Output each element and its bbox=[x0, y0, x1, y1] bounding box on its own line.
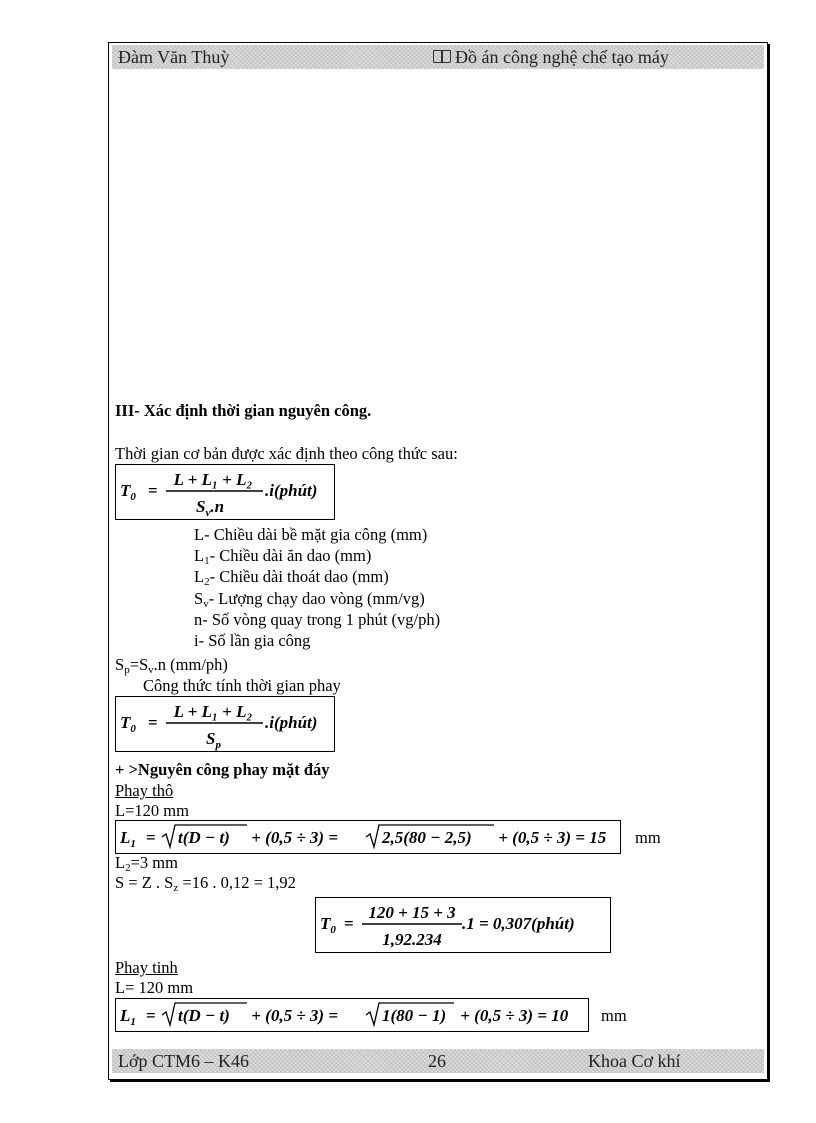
svg-text:t(D − t): t(D − t) bbox=[178, 1006, 230, 1025]
svg-text:+ (0,5 ÷ 3) = 10: + (0,5 ÷ 3) = 10 bbox=[456, 1006, 569, 1025]
svg-text:=: = bbox=[146, 1006, 156, 1025]
svg-text:=: = bbox=[146, 828, 156, 847]
milling-formula-intro: Công thức tính thời gian phay bbox=[143, 676, 341, 695]
svg-text:L1: $L_1$ bbox=[120, 828, 136, 850]
formula-l1-finish bbox=[115, 998, 589, 1032]
finish-heading: Phay tinh bbox=[115, 958, 178, 977]
svg-text:L1: $L_1$ bbox=[120, 1006, 136, 1028]
finish-L: L= 120 mm bbox=[115, 978, 194, 997]
svg-text:.i(phút): .i(phút) bbox=[265, 713, 318, 732]
formula-t0-rough bbox=[315, 897, 611, 953]
svg-text:.1 = 0,307(phút): .1 = 0,307(phút) bbox=[462, 914, 575, 933]
svg-text:+ (0,5 ÷ 3) =: + (0,5 ÷ 3) = bbox=[247, 828, 343, 847]
svg-text:120 + 15 + 3: 120 + 15 + 3 bbox=[368, 903, 456, 922]
page-header bbox=[112, 45, 764, 69]
svg-text:1,92.234: 1,92.234 bbox=[382, 930, 442, 949]
f1-denominator: $S_v.n$ bbox=[196, 497, 225, 519]
svg-text:T0: $T_0$ bbox=[320, 914, 336, 936]
legend-item: n- Số vòng quay trong 1 phút (vg/ph) bbox=[194, 610, 441, 629]
legend-item: $L_1-$ Chiều dài ăn dao (mm) bbox=[194, 546, 372, 567]
svg-text:+ (0,5 ÷ 3) = 15: + (0,5 ÷ 3) = 15 bbox=[494, 828, 607, 847]
header-author: Đàm Văn Thuỳ bbox=[118, 47, 230, 67]
page-frame bbox=[108, 42, 768, 1080]
header-project: Đồ án công nghệ chế tạo máy bbox=[433, 45, 669, 69]
sp-definition: $S_p=S_v.n$ (mm/ph) bbox=[115, 655, 228, 676]
operation-title: + >Nguyên công phay mặt đáy bbox=[115, 760, 330, 779]
legend-item: $S_v-$ Lượng chạy dao vòng (mm/vg) bbox=[194, 589, 425, 610]
f1-numerator: L + L₁ + L₂ bbox=[173, 470, 253, 489]
formula-t0-milling bbox=[115, 696, 335, 752]
rough-heading: Phay thô bbox=[115, 781, 174, 800]
rough-L: L=120 mm bbox=[115, 801, 189, 820]
finish-L1-unit: mm bbox=[601, 1006, 627, 1025]
svg-text:=: = bbox=[148, 481, 158, 500]
book-icon bbox=[433, 50, 451, 64]
f1-tail: .i(phút) bbox=[265, 481, 318, 500]
intro-text: Thời gian cơ bản được xác định theo công thức sau: bbox=[115, 444, 458, 463]
footer-faculty: Khoa Cơ khí bbox=[588, 1051, 681, 1071]
rough-S: S = Z . $S_z =16$ . 0,12 = 1,92 bbox=[115, 873, 296, 894]
section-title: III- Xác định thời gian nguyên công. bbox=[115, 401, 372, 420]
legend-item: i- Số lần gia công bbox=[194, 631, 311, 650]
footer-class: Lớp CTM6 – K46 bbox=[118, 1051, 250, 1071]
svg-text:1(80 − 1): 1(80 − 1) bbox=[382, 1006, 447, 1025]
page-footer bbox=[112, 1049, 764, 1073]
legend-item: $L_2-$ Chiều dài thoát dao (mm) bbox=[194, 567, 389, 588]
footer-page-number: 26 bbox=[428, 1051, 446, 1071]
svg-text:L + L₁ + L₂: L + L₁ + L₂ bbox=[173, 702, 253, 721]
svg-text:T0: $T_0$ bbox=[120, 713, 136, 735]
svg-text:2,5(80 − 2,5): 2,5(80 − 2,5) bbox=[382, 828, 472, 847]
formula-l1-rough bbox=[115, 820, 621, 854]
formula-t0-general bbox=[115, 464, 335, 520]
svg-text:=: = bbox=[344, 914, 354, 933]
svg-text:+ (0,5 ÷ 3) =: + (0,5 ÷ 3) = bbox=[247, 1006, 343, 1025]
svg-text:=: = bbox=[148, 713, 158, 732]
rough-L2: $L_2=3$ mm bbox=[115, 853, 178, 874]
rough-L1-unit: mm bbox=[635, 828, 661, 847]
svg-text:Sp: $S_p$ bbox=[206, 729, 221, 751]
svg-text:t(D − t): t(D − t) bbox=[178, 828, 230, 847]
legend-item: L- Chiều dài bề mặt gia công (mm) bbox=[194, 525, 428, 544]
f1-lhs: $T_0$ bbox=[120, 481, 136, 503]
